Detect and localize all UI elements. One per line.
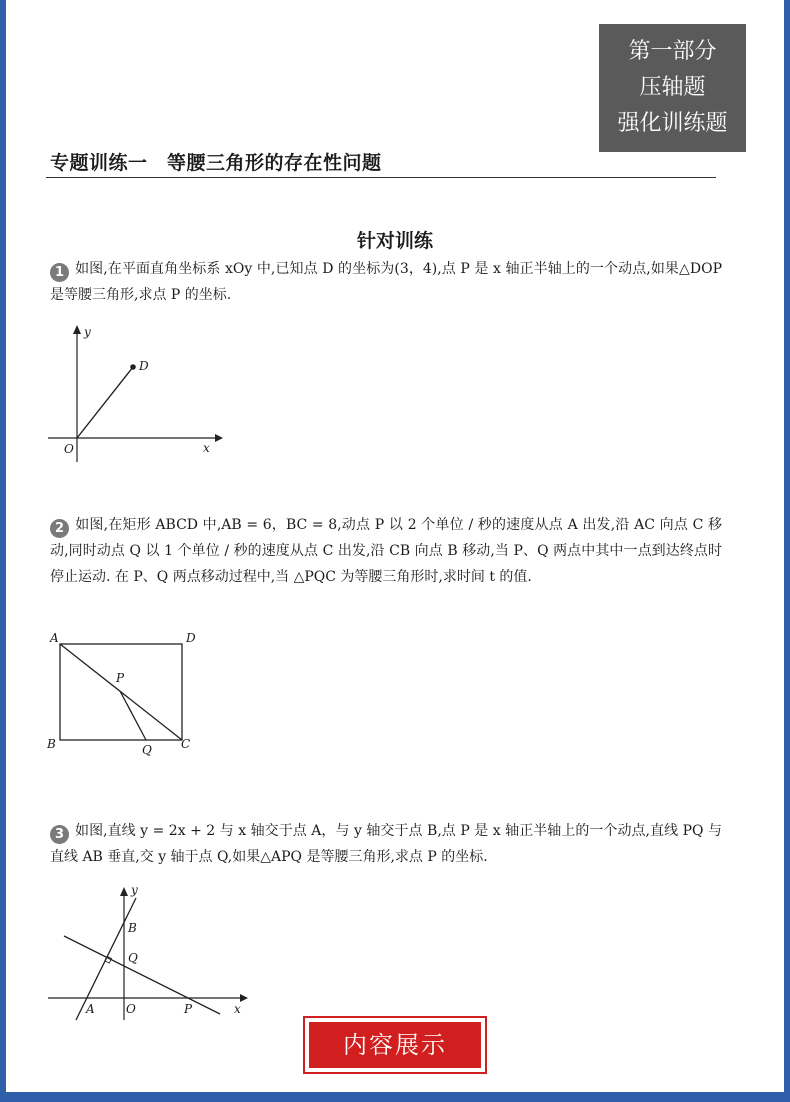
figure-3-line-diagram: [44, 882, 254, 1024]
problem-text-3: 如图,直线 y = 2x + 2 与 x 轴交于点 A，与 y 轴交于点 B,点 P 是 x 轴正半轴上的一个动点,直线 PQ 与直线 AB 垂直,交 y 轴于点 Q,如果△APQ 是等腰三角形,求点 P 的坐标.: [50, 823, 722, 865]
segment-PQ: [120, 691, 146, 740]
problem-number-1: 1: [50, 263, 69, 282]
figure-2-rectangle-diagram: [44, 630, 204, 758]
x-axis-arrow: [240, 994, 248, 1002]
label-B: B: [128, 921, 137, 935]
content-display-button[interactable]: 内容展示: [305, 1018, 485, 1072]
part-label-line3: 强化训练题: [617, 111, 728, 136]
figure-1-coordinate-diagram: [40, 322, 230, 462]
label-y: y: [84, 325, 91, 339]
label-y: y: [131, 883, 138, 897]
subtitle: 针对训练: [356, 230, 433, 252]
label-P: P: [184, 1002, 193, 1016]
point-D: [130, 364, 136, 370]
label-P: P: [116, 671, 125, 685]
section-divider: [46, 177, 716, 178]
label-B: B: [47, 737, 56, 751]
label-D: D: [186, 631, 196, 645]
y-axis-arrow: [120, 887, 128, 896]
frame-bottom-border: [0, 1092, 790, 1102]
label-C: C: [181, 737, 191, 751]
problem-text-1: 如图,在平面直角坐标系 xOy 中,已知点 D 的坐标为(3，4),点 P 是 x 轴正半轴上的一个动点,如果△DOP 是等腰三角形,求点 P 的坐标.: [50, 261, 722, 303]
segment-OD: [77, 367, 133, 438]
label-A: A: [50, 631, 59, 645]
label-Q: Q: [128, 951, 138, 965]
label-A: A: [86, 1002, 95, 1016]
label-D: D: [139, 359, 149, 373]
y-axis-arrow: [73, 325, 81, 334]
x-axis-arrow: [215, 434, 223, 442]
problem-text-2: 如图,在矩形 ABCD 中,AB = 6，BC = 8,动点 P 以 2 个单位 / 秒的速度从点 A 出发,沿 AC 向点 C 移动,同时动点 Q 以 1 个单位 / 秒的速度从点 C 出发,沿 CB 向点 B 移动,当 P、Q 两点中其中一点到达终点时停止运动. 在 P、Q 两点移动过程中,当 △PQC 为等腰三角形时,求时间 t 的值.: [50, 517, 722, 585]
label-O: O: [64, 442, 74, 456]
frame-right-border: [784, 0, 790, 1102]
problem-3: [50, 818, 722, 870]
label-x: x: [203, 441, 210, 455]
problem-1: [50, 256, 722, 308]
problem-number-3: 3: [50, 825, 69, 844]
section-title: 专题训练一 等腰三角形的存在性问题: [50, 152, 382, 174]
part-label-box: [599, 24, 746, 152]
part-label-line2: 压轴题: [639, 75, 706, 100]
problem-2: [50, 512, 722, 590]
frame-left-border: [0, 0, 6, 1102]
label-O: O: [126, 1002, 136, 1016]
problem-number-2: 2: [50, 519, 69, 538]
part-label-line1: 第一部分: [628, 39, 717, 64]
label-Q: Q: [142, 743, 152, 757]
label-x: x: [234, 1002, 241, 1016]
